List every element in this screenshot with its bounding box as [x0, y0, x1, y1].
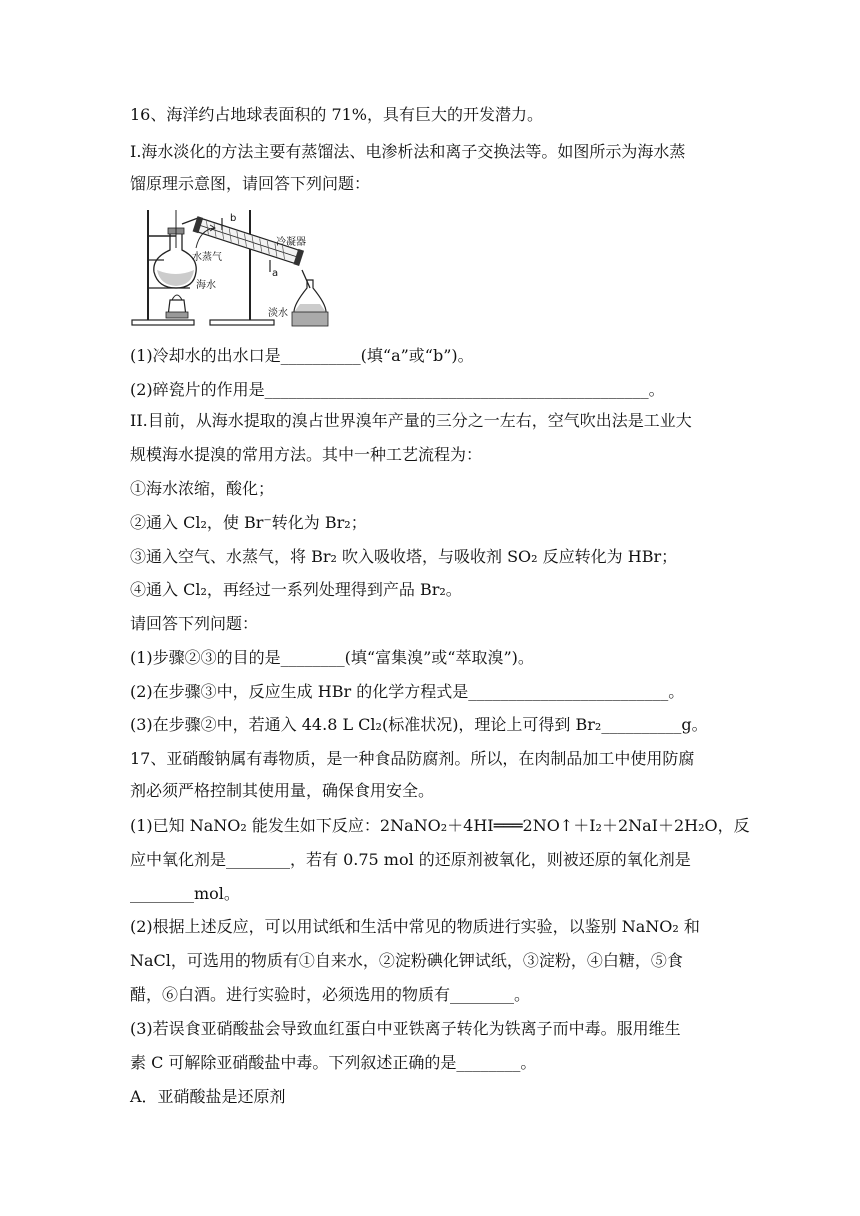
q17-question-3-line2: 素 C 可解除亚硝酸盐中毒。下列叙述正确的是________。	[130, 1053, 537, 1072]
q16-part1-question-1: (1)冷却水的出水口是__________(填“a”或“b”)。	[130, 346, 474, 365]
figure-label-b: b	[230, 213, 237, 224]
q17-question-1-line2: 应中氧化剂是________，若有 0.75 mol 的还原剂被氧化，则被还原的氧化剂是	[130, 850, 691, 869]
q16-ask: 请回答下列问题：	[130, 614, 259, 633]
figure-label-freshwater: 淡水	[268, 308, 288, 319]
q17-option-a: A．亚硝酸盐是还原剂	[130, 1087, 286, 1106]
question-16-title: 16、海洋约占地球表面积的 71%，具有巨大的开发潜力。	[130, 105, 544, 124]
q16-step-3: ③通入空气、水蒸气，将 Br₂ 吹入吸收塔，与吸收剂 SO₂ 反应转化为 HBr；	[130, 547, 678, 566]
q17-question-1-line1: (1)已知 NaNO₂ 能发生如下反应：2NaNO₂＋4HI═══2NO↑＋I₂＋2NaI＋2H₂O，反	[130, 816, 750, 835]
q16-part2-question-2: (2)在步骤③中，反应生成 HBr 的化学方程式是_________________________。	[130, 682, 685, 701]
question-17-title-line1: 17、亚硝酸钠属有毒物质，是一种食品防腐剂。所以，在肉制品加工中使用防腐	[130, 749, 695, 768]
q16-step-4: ④通入 Cl₂，再经过一系列处理得到产品 Br₂。	[130, 580, 462, 599]
q17-question-2-line2: NaCl，可选用的物质有①自来水，②淀粉碘化钾试纸，③淀粉，④白糖，⑤食	[130, 951, 683, 970]
q17-question-1-line3: ________mol。	[130, 884, 240, 903]
q16-step-2: ②通入 Cl₂，使 Br⁻转化为 Br₂；	[130, 513, 367, 532]
figure-label-steam: 水蒸气	[192, 252, 222, 263]
q16-part2-question-3: (3)在步骤②中，若通入 44.8 L Cl₂(标准状况)，理论上可得到 Br₂__________g。	[130, 715, 708, 734]
q16-part2-intro-line1: II.目前，从海水提取的溴占世界溴年产量的三分之一左右，空气吹出法是工业大	[130, 411, 692, 430]
q16-part1-intro-line1: I.海水淡化的方法主要有蒸馏法、电渗析法和离子交换法等。如图所示为海水蒸	[130, 142, 686, 161]
q16-part2-question-1: (1)步骤②③的目的是________(填“富集溴”或“萃取溴”)。	[130, 648, 534, 667]
distillation-apparatus-figure	[130, 208, 330, 331]
figure-label-seawater: 海水	[196, 280, 216, 291]
q17-question-3-line1: (3)若误食亚硝酸盐会导致血红蛋白中亚铁离子转化为铁离子而中毒。服用维生	[130, 1019, 681, 1038]
q16-step-1: ①海水浓缩，酸化；	[130, 479, 275, 498]
q16-part2-intro-line2: 规模海水提溴的常用方法。其中一种工艺流程为：	[130, 445, 483, 464]
q16-part1-question-2: (2)碎瓷片的作用是________________________________________________。	[130, 380, 665, 399]
figure-label-a: a	[272, 268, 279, 279]
figure-label-condenser: 冷凝器	[276, 237, 306, 248]
q17-question-2-line3: 醋，⑥白酒。进行实验时，必须选用的物质有________。	[130, 985, 531, 1004]
q17-question-2-line1: (2)根据上述反应，可以用试纸和生活中常见的物质进行实验，以鉴别 NaNO₂ 和	[130, 917, 700, 936]
question-17-title-line2: 剂必须严格控制其使用量，确保食用安全。	[130, 781, 435, 800]
q16-part1-intro-line2: 馏原理示意图，请回答下列问题：	[130, 174, 371, 193]
